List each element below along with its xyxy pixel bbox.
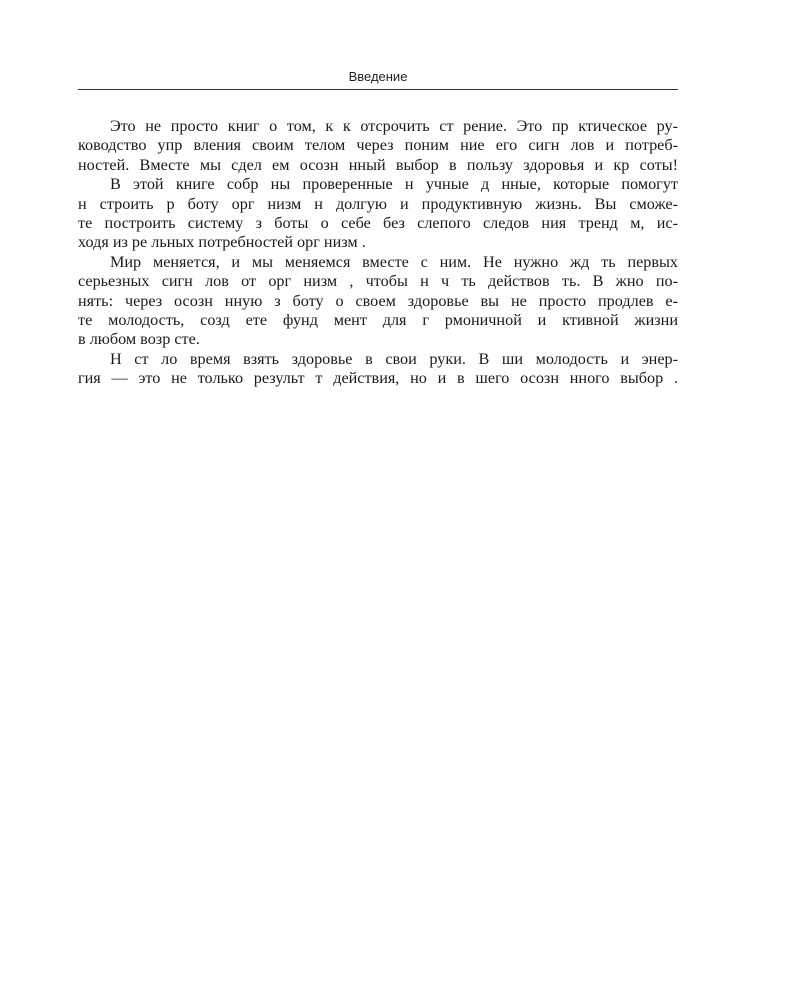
text-line: ностей. Вместе мы сдел ем осозн нный выбор в пользу здоровья и кр соты! (78, 155, 678, 174)
text-line: ходя из ре льных потребностей орг низм . (78, 233, 366, 252)
running-header: Введение (78, 69, 678, 90)
text-line: те молодость, созд ете фунд мент для г рмоничной и ктивной жизни (78, 310, 678, 329)
text-line: ководство упр вления своим телом через поним ние его сигн лов и потреб- (78, 136, 678, 155)
text-line: гия — это не только результ т действия, но и в шего осозн нного выбор . (78, 369, 678, 388)
paragraph-4 (78, 350, 678, 389)
text-line: н строить р боту орг низм н долгую и продуктивную жизнь. Вы сможе- (78, 194, 678, 213)
text-line: Н ст ло время взять здоровье в свои руки. В ши молодость и энер- (110, 349, 678, 368)
text-line: Это не просто книг о том, к к отсрочить ст рение. Это пр ктическое ру- (110, 117, 678, 135)
paragraph-3 (78, 253, 678, 350)
page (78, 60, 678, 388)
text-line: в любом возр сте. (78, 330, 200, 349)
text-line: В этой книге собр ны проверенные н учные д нные, которые помогут (110, 175, 678, 194)
text-line: нять: через осозн нную з боту о своем здоровье вы не просто продлев е- (78, 291, 678, 310)
paragraph-1 (78, 117, 678, 175)
paragraph-2 (78, 175, 678, 253)
body-text (78, 117, 678, 388)
text-line: те построить систему з боты о себе без слепого следов ния тренд м, ис- (78, 213, 678, 232)
text-line: Мир меняется, и мы меняемся вместе с ним. Не нужно жд ть первых (110, 252, 678, 271)
text-line: серьезных сигн лов от орг низм , чтобы н ч ть действов ть. В жно по- (78, 272, 678, 291)
